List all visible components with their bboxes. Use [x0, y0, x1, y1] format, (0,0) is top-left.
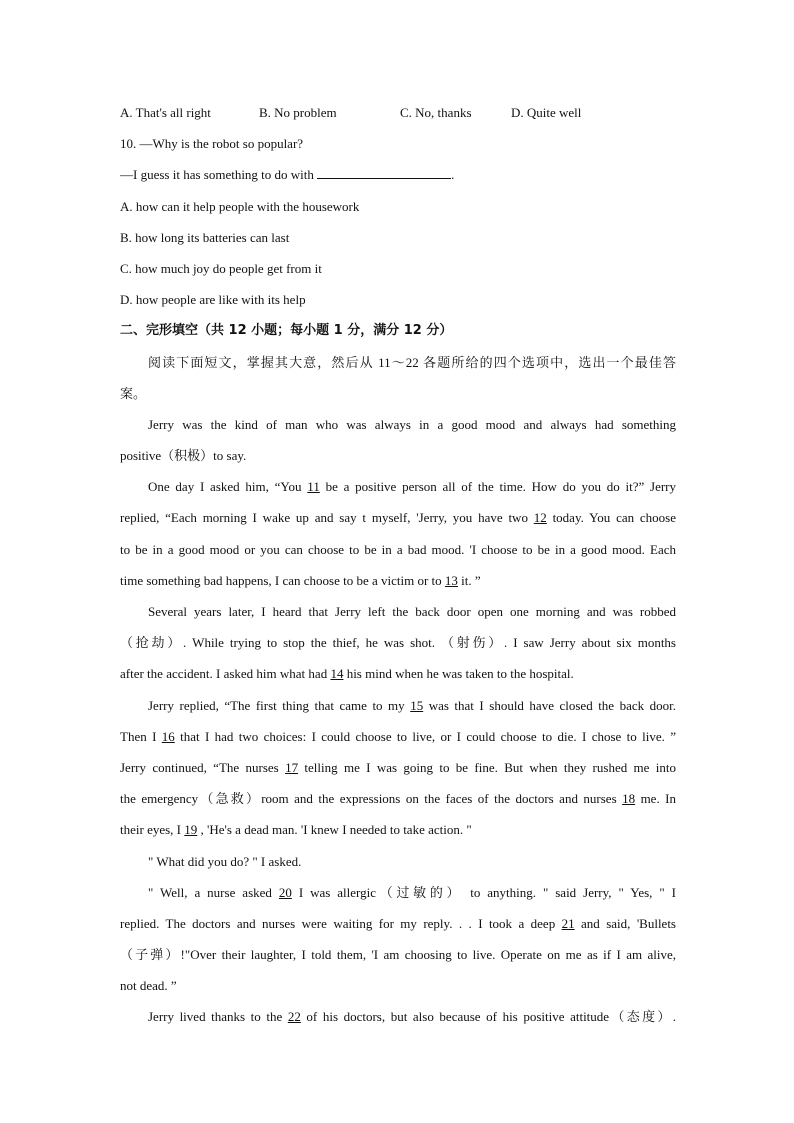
passage-text: Jerry replied, “The first thing that came to my [148, 697, 411, 713]
passage-line: Several years later, I heard that Jerry left the back door open one morning and was robbed [148, 604, 676, 619]
passage-line [120, 658, 676, 689]
section-instruction-line2: 案。 [120, 385, 147, 401]
passage-text: today. You can choose [546, 510, 677, 526]
passage-line: （子弹）!"Over their laughter, I told them, 'I am choosing to live. Operate on me as if I am alive, [120, 947, 676, 963]
passage-line [120, 908, 676, 939]
q10-answer-suffix: . [451, 167, 455, 183]
passage-text: I was allergic（过敏的） to anything. " said Jerry, " Yes, " I [291, 884, 676, 900]
blank-number: 20 [278, 884, 292, 900]
passage-line [120, 471, 676, 502]
blank-number: 14 [330, 666, 344, 682]
passage-line [120, 814, 676, 845]
passage-text: the emergency（急救）room and the expressions on the faces of the doctors and nurses [120, 791, 623, 807]
passage-text: be a positive person all of the time. How do you do it?” Jerry [319, 479, 677, 495]
q9-option-d: D. Quite well [511, 105, 582, 120]
exam-page [120, 97, 676, 1033]
passage-text: was that I should have closed the back door. [423, 697, 676, 713]
passage-text: it. ” [457, 572, 481, 588]
passage-text: after the accident. I asked him what had [120, 666, 331, 682]
passage-line: Jerry was the kind of man who was always in a good mood and always had something [148, 416, 676, 432]
section-instruction-line1: 阅读下面短文，掌握其大意，然后从 11～22 各题所给的四个选项中，选出一个最佳答 [148, 354, 676, 370]
blank-number: 11 [307, 479, 320, 495]
blank-number: 12 [533, 510, 547, 526]
passage-text: Jerry continued, “The nurses [120, 759, 286, 775]
passage-line [120, 877, 676, 908]
passage-text: that I had two choices: I could choose to live, or I could choose to die. I chose to live. ” [174, 728, 676, 744]
q10-option-b: B. how long its batteries can last [120, 229, 290, 245]
passage-line: to be in a good mood or you can choose to be in a bad mood. 'I choose to be in a good mood. Each [120, 541, 676, 557]
q10-option-c: C. how much joy do people get from it [120, 260, 322, 276]
blank-number: 18 [622, 791, 636, 807]
passage-line [120, 565, 676, 596]
passage-text: replied, “Each morning I wake up and say t myself, 'Jerry, you have two [120, 510, 534, 526]
blank-number: 16 [161, 728, 175, 744]
q9-options-row [120, 97, 676, 128]
passage-text: Jerry lived thanks to the [148, 1009, 288, 1025]
q10-question: 10. —Why is the robot so popular? [120, 136, 304, 152]
passage-line [120, 752, 676, 783]
blank-number: 22 [287, 1009, 301, 1025]
section-heading: 二、完形填空（共 12 小题；每小题 1 分，满分 12 分） [120, 323, 453, 339]
q10-answer-blank [317, 163, 451, 179]
passage-text: Then I [120, 728, 162, 744]
passage-line: positive（积极）to say. [120, 448, 247, 464]
passage-text: , 'He's a dead man. 'I knew I needed to take action. " [197, 822, 472, 838]
passage-line: " What did you do? " I asked. [148, 853, 302, 869]
passage-text: me. In [635, 791, 677, 807]
q10-answer-prefix: —I guess it has something to do with [120, 167, 318, 183]
passage-text: replied. The doctors and nurses were waiting for my reply. . . I took a deep [120, 915, 562, 931]
q9-option-c: C. No, thanks [400, 105, 472, 120]
blank-number: 17 [285, 759, 299, 775]
q9-option-b: B. No problem [259, 105, 337, 120]
q10-answer-line [120, 159, 676, 190]
q9-option-a: A. That's all right [120, 105, 211, 120]
blank-number: 13 [444, 572, 458, 588]
passage-text: One day I asked him, “You [148, 479, 308, 495]
q10-option-a: A. how can it help people with the housework [120, 198, 360, 214]
blank-number: 19 [184, 822, 198, 838]
passage-text: and said, 'Bullets [574, 915, 676, 931]
passage-line [120, 1001, 676, 1032]
passage-text: their eyes, I [120, 822, 185, 838]
blank-number: 15 [410, 697, 424, 713]
q10-option-d: D. how people are like with its help [120, 292, 306, 308]
passage-text: time something bad happens, I can choose to be a victim or to [120, 572, 445, 588]
passage-text: telling me I was going to be fine. But when they rushed me into [298, 759, 677, 775]
passage-line [120, 690, 676, 721]
blank-number: 21 [561, 915, 575, 931]
passage-text: his mind when he was taken to the hospital. [343, 666, 574, 682]
passage-line [120, 721, 676, 752]
passage-line [120, 502, 676, 533]
passage-line: （抢劫）. While trying to stop the thief, he was shot. （射伤）. I saw Jerry about six months [120, 635, 676, 651]
passage-text: of his doctors, but also because of his positive attitude（态度）. [300, 1009, 676, 1025]
passage-text: " Well, a nurse asked [148, 884, 279, 900]
passage-line: not dead. ” [120, 978, 177, 994]
passage-line [120, 783, 676, 814]
